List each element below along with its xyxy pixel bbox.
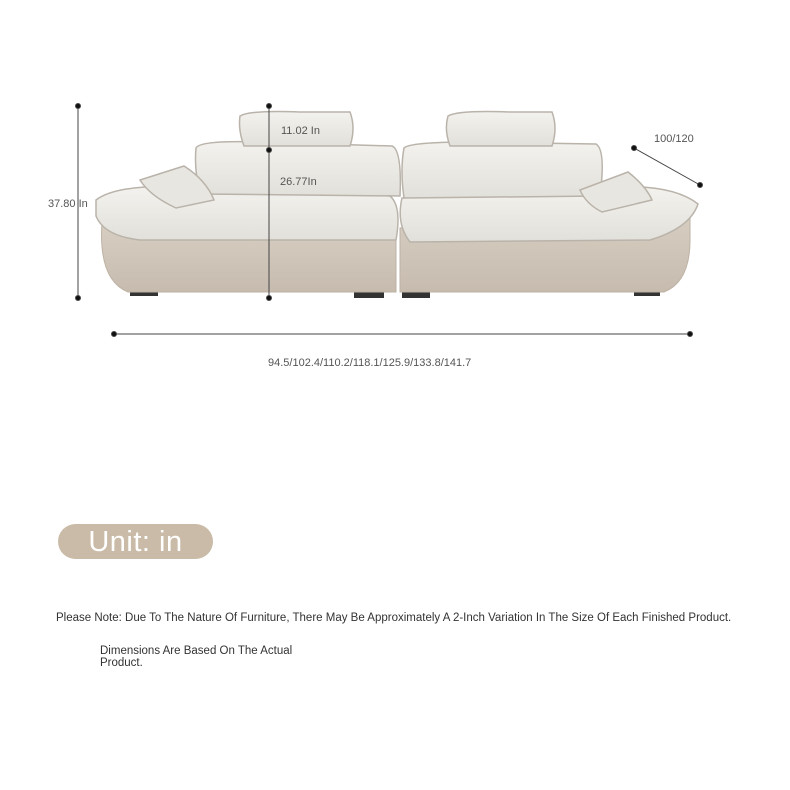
unit-badge: Unit: in	[58, 524, 213, 559]
total-height-label: 37.80 In	[48, 198, 88, 210]
variation-note: Please Note: Due To The Nature Of Furniture, There May Be Approximately A 2-Inch Variation In The Size Of Each Finished Product.	[56, 612, 732, 624]
headrest-height-label: 11.02 In	[281, 125, 320, 137]
dimension-note: Dimensions Are Based On The Actual Product.	[100, 645, 293, 669]
depth-dimension-line	[632, 146, 703, 188]
depth-label: 100/120	[654, 133, 694, 145]
width-dimension-line	[112, 332, 693, 337]
width-label: 94.5/102.4/110.2/118.1/125.9/133.8/141.7	[268, 357, 472, 369]
back-cushion-right	[402, 142, 602, 198]
back-height-label: 26.77In	[280, 176, 317, 188]
headrest-right	[446, 112, 555, 147]
